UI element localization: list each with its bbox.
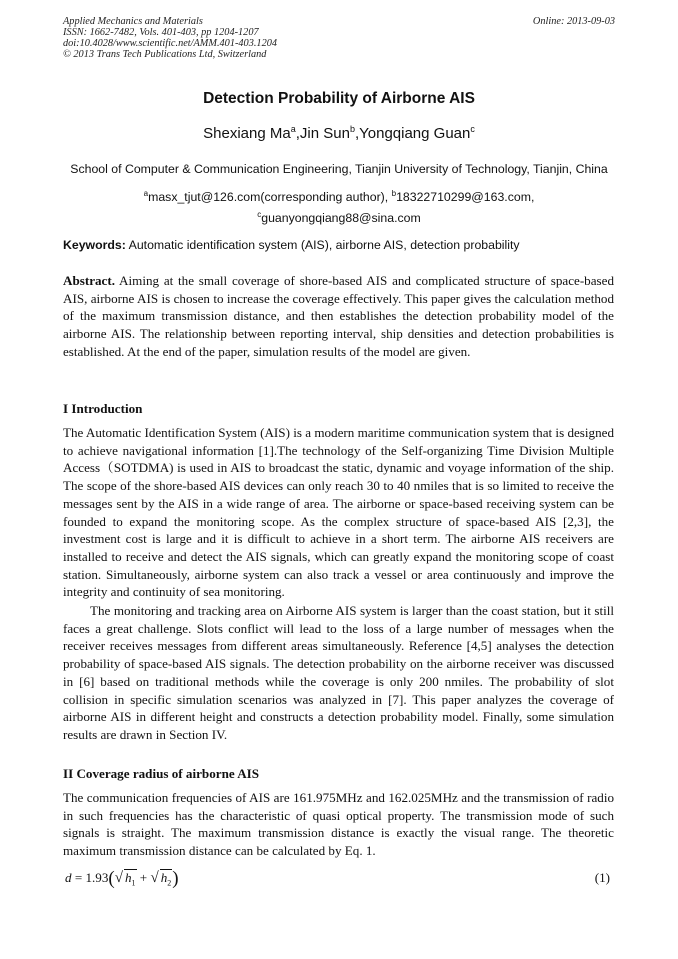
paper-title: Detection Probability of Airborne AIS [203,90,475,107]
email-b: 18322710299@163.com, [396,190,535,205]
eq-coef: 1.93 [85,870,109,885]
keywords-label: Keywords: [63,238,126,252]
doi-line: doi:10.4028/www.scientific.net/AMM.401-403.1204 [63,38,278,49]
online-date: Online: 2013-09-03 [532,16,615,27]
abstract-label: Abstract. [63,273,115,288]
eq-plus: + [136,870,151,885]
affiliation: School of Computer & Communication Engineering, Tianjin University of Technology, Tianjin, China [70,162,608,176]
issn-line: ISSN: 1662-7482, Vols. 401-403, pp 1204-1207 [63,27,259,38]
journal-header [63,16,615,60]
email-sup: c [257,210,262,220]
coverage-paragraph-1: The communication frequencies of AIS are 161.975MHz and 162.025MHz and the transmission of radio in such frequencies has the characteristic of quasi optical property. The transmission mode of such signals is straight. The maximum transmission distance is exactly the visual range. The theoretic maximum transmission distance can be calculated by Eq. 1. [63,790,614,859]
email-a: masx_tjut@126.com(corresponding author), [148,190,392,205]
author-sep: , [295,125,300,142]
journal-name: Applied Mechanics and Materials [63,16,203,27]
sqrt-symbol-icon: √ [114,870,123,886]
eq-equals: = [71,870,86,885]
author-list [0,124,678,142]
eq-open-paren: ( [108,868,115,889]
email-sup: b [391,189,397,198]
eq-lhs: d [65,870,72,885]
author-name: Yongqiang Guan [359,125,471,142]
eq-radicand-1 [124,869,137,888]
email-sup: a [143,189,149,198]
eq-close-paren: ) [172,868,179,889]
author-name: Shexiang Ma [203,125,291,142]
copyright-line: © 2013 Trans Tech Publications Ltd, Switzerland [63,49,267,60]
eq-var: h [160,870,168,885]
abstract [63,272,614,361]
email-c: guanyongqiang88@sina.com [261,211,421,226]
eq-radicand-2 [160,869,173,888]
author-name: Jin Sun [299,125,350,142]
keywords-text: Automatic identification system (AIS), airborne AIS, detection probability [125,238,520,252]
equation-number: (1) [594,870,610,885]
author-sup: b [349,124,355,134]
keywords [63,238,623,252]
eq-sub: 2 [167,878,172,888]
author-sup: a [290,124,296,134]
section-heading-introduction: I Introduction [63,401,143,416]
equation-body [65,868,179,890]
intro-paragraph-1: The Automatic Identification System (AIS) is a modern maritime communication system that is designed to achieve navigational information [1].The technology of the Self-organizing Time Division Multiple Access（SOTDMA) is used in AIS to broadcast the static, dynamic and voyage information of the ship. The scope of the shore-based AIS devices can only reach 30 to 40 nmiles that is so limited to receive the messages sent by the AIS in a wide range of area. The airborne or space-based receiving system can be founded to expand the monitoring scope. As the complex structure of space-based AIS [2,3], the investment cost is large and it is difficult to achieve in a short term. The airborne AIS receivers are installed to receive and detect the AIS signals, which can greatly expand the monitoring scope of coast station. Simultaneously, airborne system can also track a vessel or area continuously and improve the integrity and continuity of sea monitoring. [63,425,614,600]
author-sep: , [354,125,360,142]
eq-sub: 1 [131,878,136,888]
abstract-text: Aiming at the small coverage of shore-based AIS and complicated structure of space-based AIS, airborne AIS is chosen to increase the coverage effectively. This paper gives the calculation method of the maximum transmission distance, and then establishes the detection probability model of the airborne AIS. The relationship between reporting interval, ship densities and detection probabilities is established. At the end of the paper, simulation results of the model are given. [63,273,614,359]
eq-var: h [124,870,132,885]
section-heading-coverage: II Coverage radius of airborne AIS [63,766,260,781]
author-sup: c [470,124,475,134]
author-emails [0,185,678,227]
sqrt-symbol-icon: √ [150,870,159,886]
intro-paragraph-2: The monitoring and tracking area on Airborne AIS system is larger than the coast station, but it still faces a great challenge. Slots conflict will lead to the loss of a large number of messages when the receiver receives messages from different areas simultaneously. Reference [4,5] analyses the detection probability of space-based AIS signals. The detection probability on the airborne receiver was discussed in [6] based on traditional methods while the coverage is only 200 nmiles. The probability of slot collision in specific simulation scenarios was analyzed in [7]. This paper analyzes the coverage of airborne AIS in different height and constructs a detection probability model. Finally, some simulation results are drawn in Section IV. [63,603,614,742]
equation-1 [63,866,614,892]
